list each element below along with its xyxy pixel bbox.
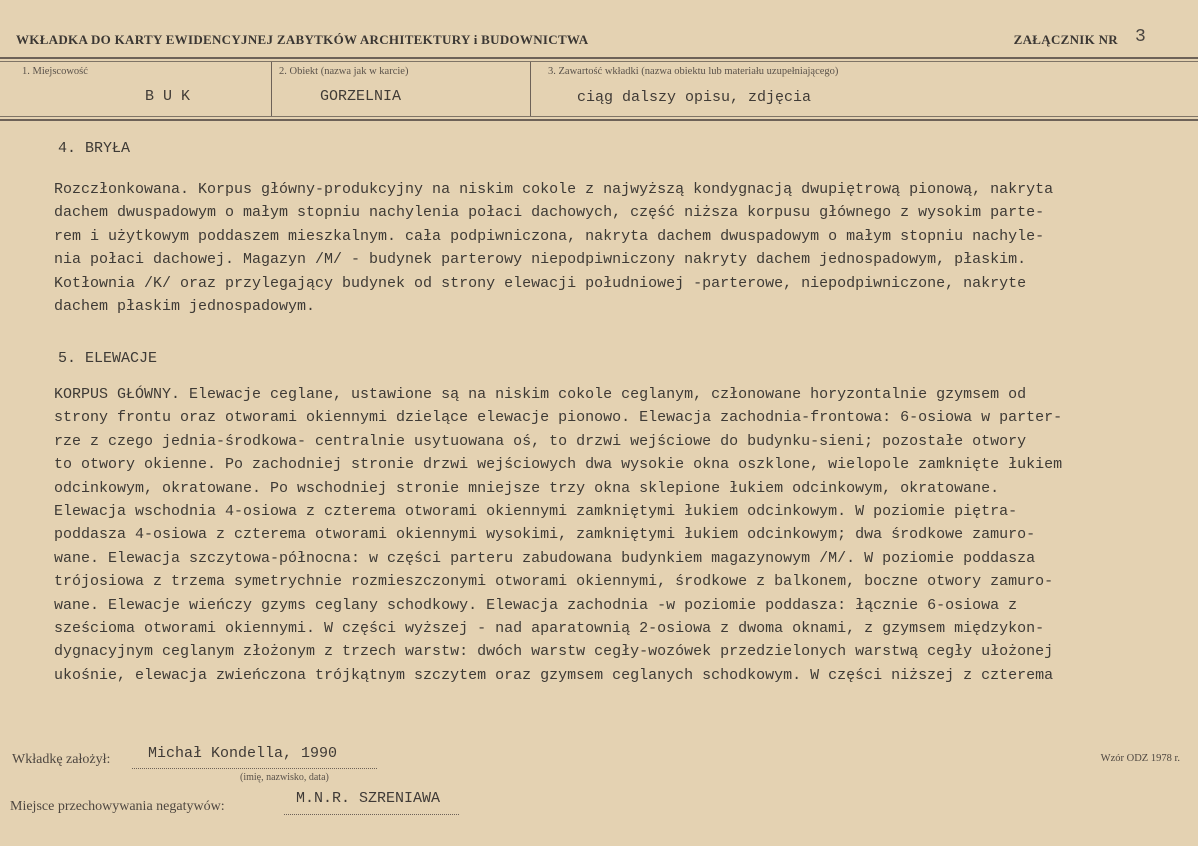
text-line: trójosiowa z trzema symetrychnie rozmieszczonymi otworami okiennymi, środkowe z balkonem, boczne otwory zamuro- <box>54 573 1054 591</box>
text-line: to otwory okienne. Po zachodniej stronie drzwi wejściowych dwa wysokie okna oszklone, wielopole zamknięte łukiem <box>54 456 1063 474</box>
section-heading-bryla: 4. BRYŁA <box>58 140 131 157</box>
storage-label: Miejsce przechowywania negatywów: <box>10 799 225 814</box>
text-line: wane. Elewacja szczytowa-północna: w części parteru zabudowana budynkiem magazynowym /M/. W poziomie poddasza <box>54 549 1036 567</box>
header-rule-bottom <box>0 119 1198 121</box>
text-line: Elewacja wschodnia 4-osiowa z czterema otworami okiennymi zamkniętymi łukiem odcinkowym. W poziomie piętra- <box>54 502 1018 520</box>
text-line: dachem dwuspadowym o małym stopniu nachylenia połaci dachowych, część niższa korpusu głównego z wysokim parte- <box>54 204 1045 222</box>
field-divider-2 <box>530 62 531 117</box>
section-heading-elewacje: 5. ELEWACJE <box>58 350 158 367</box>
text-line: strony frontu oraz otworami okiennymi dzielące elewacje pionowo. Elewacja zachodnia-frontowa: 6-osiowa w parter- <box>54 409 1063 427</box>
text-line: odcinkowym, okratowane. Po wschodniej stronie mniejsze trzy okna sklepione łukiem odcinkowym, okratowane. <box>54 479 1000 497</box>
object-label: 2. Obiekt (nazwa jak w karcie) <box>279 66 409 77</box>
text-line: nia połaci dachowej. Magazyn /M/ - budynek parterowy niepodpiwniczony nakryty dachem jednospadowym, płaskim. <box>54 251 1027 269</box>
text-line: rem i użytkowym poddaszem mieszkalnym. cała podpiwniczona, nakryta dachem dwuspadowym o małym stopniu nachyle- <box>54 227 1045 245</box>
text-line: poddasza 4-osiowa z czterema otworami okiennymi wysokimi, zamkniętymi łukiem odcinkowym; dwa środkowe zamuro- <box>54 526 1036 544</box>
text-line: Kotłownia /K/ oraz przylegający budynek od strony elewacji południowej -parterowe, niepodpiwniczone, nakryte <box>54 274 1027 292</box>
text-line: rze z czego jednia-środkowa- centralnie usytuowana oś, to drzwi wejściowe do budynku-sieni; pozostałe otwory <box>54 432 1027 450</box>
text-line: dygnacyjnym ceglanym złożonym z trzech warstw: dwóch warstw cegły-wozówek przedzielonych warstwą cegły ułożonej <box>54 643 1054 661</box>
storage-value: M.N.R. SZRENIAWA <box>296 790 441 807</box>
author-label: Wkładkę założył: <box>12 752 111 767</box>
text-line: dachem płaskim jednospadowym. <box>54 297 316 315</box>
text-line: KORPUS GŁÓWNY. Elewacje ceglane, ustawione są na niskim cokole ceglanym, członowane horyzontalnie gzymsem od <box>54 386 1027 403</box>
location-label: 1. Miejscowość <box>22 66 88 77</box>
header-rule-top-thin <box>0 61 1198 62</box>
form-reference: Wzór ODZ 1978 r. <box>1100 753 1180 764</box>
field-divider-1 <box>271 62 272 117</box>
object-value: GORZELNIA <box>320 88 402 105</box>
author-note: (imię, nazwisko, data) <box>240 772 329 783</box>
storage-dotline <box>284 814 459 815</box>
text-line: wane. Elewacje wieńczy gzyms ceglany schodkowy. Elewacja zachodnia -w poziomie poddasza: łącznie 6-osiowa z <box>54 596 1018 614</box>
author-dotline <box>132 768 377 769</box>
header-rule-top <box>0 57 1198 59</box>
attachment-label: ZAŁĄCZNIK NR <box>1013 32 1118 47</box>
attachment-number: 3 <box>1135 27 1146 47</box>
location-value: B U K <box>145 88 191 105</box>
text-line: sześcioma otworami okiennymi. W części wyższej - nad aparatownią 2-osiowa z dwoma oknami, z gzymsem międzykon- <box>54 619 1045 637</box>
section-body-bryla <box>54 178 1194 318</box>
header-rule-bottom-thin <box>0 116 1198 117</box>
section-body-elewacje <box>54 383 1194 687</box>
contents-value: ciąg dalszy opisu, zdjęcia <box>577 89 812 106</box>
contents-label: 3. Zawartość wkładki (nazwa obiektu lub materiału uzupełniającego) <box>548 66 839 77</box>
author-value: Michał Kondella, 1990 <box>148 745 338 762</box>
text-line: Rozczłonkowana. Korpus główny-produkcyjny na niskim cokole z najwyższą kondygnacją dwupiętrową pionową, nakryta <box>54 181 1054 198</box>
text-line: ukośnie, elewacja zwieńczona trójkątnym szczytem oraz gzymsem ceglanych schodkowym. W części niższej z czterema <box>54 666 1054 684</box>
form-title: WKŁADKA DO KARTY EWIDENCYJNEJ ZABYTKÓW ARCHITEKTURY i BUDOWNICTWA <box>16 32 589 47</box>
